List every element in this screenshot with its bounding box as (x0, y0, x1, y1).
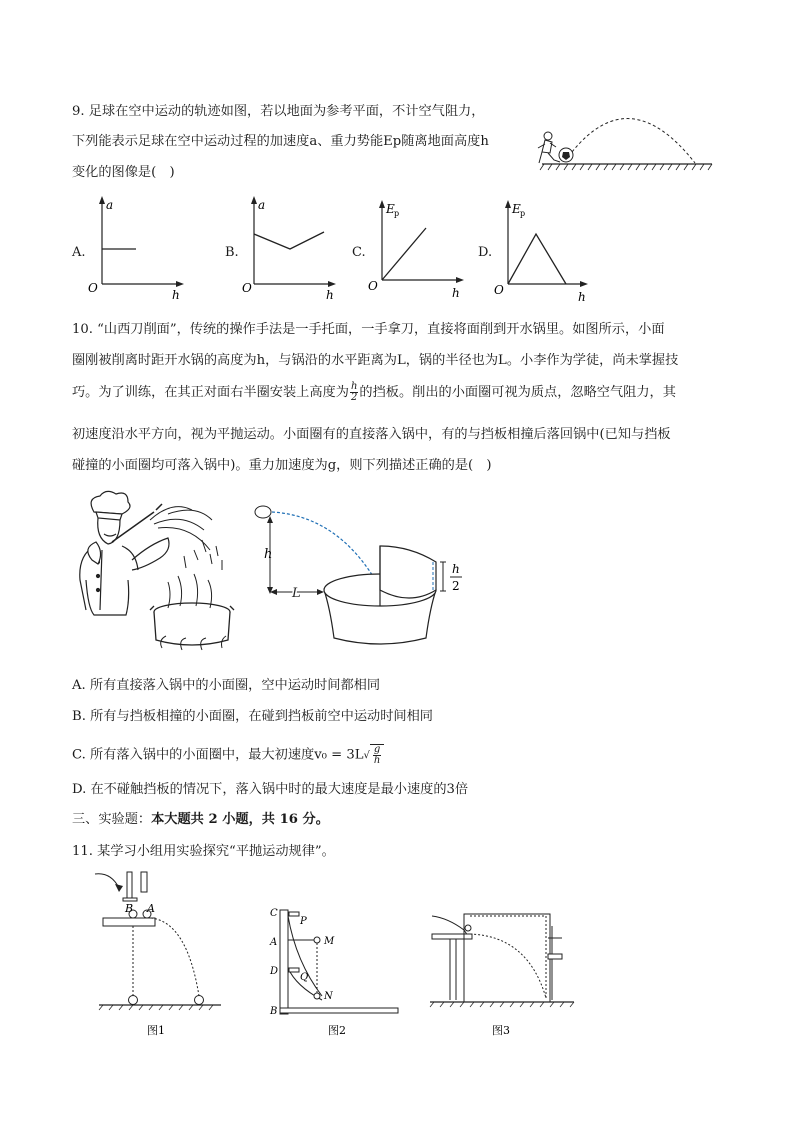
q9-graph-c (368, 196, 468, 301)
q9-trajectory-figure (530, 112, 720, 177)
q10-stem-line3a: 巧。为了训练，在其正对面右半圈安装上高度为 (72, 385, 349, 400)
q10-fig-h2-den: 2 (452, 579, 460, 593)
q9-option-c-label: C. (352, 245, 366, 260)
q9-d-xlabel: h (578, 290, 586, 304)
q9-c-origin: O (368, 279, 378, 293)
q9-b-ylabel: a (258, 198, 266, 212)
q9-b-xlabel: h (326, 288, 334, 302)
player-icon (538, 132, 560, 163)
q10-stem-line3b: 的挡板。削出的小面圈可视为质点，忽略空气阻力，其 (359, 385, 676, 400)
q9-c-ylabel: E (386, 202, 395, 216)
q10-chef-illustration (72, 490, 252, 655)
q9-b-origin: O (242, 281, 252, 295)
q9-option-b-label: B. (225, 245, 239, 260)
fig1-label-a: A (147, 902, 155, 915)
fig2-label-d: D (270, 966, 279, 977)
section-3-bold: 本大题共 2 小题，共 16 分。 (151, 812, 329, 827)
fig2-label-a: A (270, 937, 278, 948)
q10-choice-c-sqrt: √ $\frac{g}{h}$ (364, 744, 385, 766)
fig1-caption: 图1 (147, 1024, 165, 1037)
q10-fig-h2-num: h (452, 562, 460, 576)
q10-stem-line1: 10. “山西刀削面”，传统的操作手法是一手托面，一手拿刀，直接将面削到开水锅里。如图所示，小面 (72, 322, 665, 337)
q9-graph-d (494, 196, 594, 304)
q9-c-xlabel: h (452, 286, 460, 300)
q9-graph-a (88, 196, 188, 301)
fig2-label-c: C (270, 908, 278, 919)
q10-frac-num: h (350, 381, 358, 392)
noodle-ring (255, 506, 271, 518)
q10-fraction (350, 382, 358, 403)
q10-choice-b: B. 所有与挡板相撞的小面圈，在碰到挡板前空中运动时间相同 (72, 709, 433, 724)
q11-stem-line1: 11. 某学习小组用实验探究“平抛运动规律”。 (72, 844, 335, 859)
q10-sqrt-num: g (373, 744, 381, 755)
fig2-label-n: N (324, 991, 333, 1002)
q10-stem-line2: 圈刚被削离时距开水锅的高度为h，与锅沿的水平距离为L，锅的半径也为L。小李作为学徒，尚未掌握技 (72, 353, 679, 368)
q9-a-origin: O (88, 281, 98, 295)
q10-stem-line3 (72, 382, 676, 403)
fig2-caption: 图2 (328, 1024, 346, 1037)
q10-choice-d: D. 在不碰触挡板的情况下，落入锅中时的最大速度是最小速度的3倍 (72, 782, 469, 797)
fig2-label-m: M (324, 936, 335, 947)
q9-d-origin: O (494, 283, 504, 297)
q9-graph-b (240, 196, 340, 301)
section-3-prefix: 三、实验题： (72, 812, 152, 827)
q11-figure-2 (262, 902, 402, 1036)
section-3-heading (72, 810, 329, 830)
q10-fig-h: h (264, 547, 273, 562)
q10-choice-a: A. 所有直接落入锅中的小面圈，空中运动时间都相同 (72, 678, 381, 693)
q10-fig-L1: L (292, 586, 301, 601)
q9-option-a-label: A. (72, 245, 86, 260)
q9-stem-line2: 下列能表示足球在空中运动过程的加速度a、重力势能Ep随离地面高度h (72, 134, 489, 149)
q11-figure-3 (428, 906, 578, 1036)
q9-d-ylabel: E (512, 202, 521, 216)
q10-choice-c (72, 744, 384, 766)
fig3-caption: 图3 (492, 1024, 510, 1037)
q9-a-xlabel: h (172, 288, 180, 302)
q10-stem-line5: 碰撞的小面圈均可落入锅中)。重力加速度为g，则下列描述正确的是( ) (72, 458, 492, 473)
q10-choice-c-text: C. 所有落入锅中的小面圈中，最大初速度v₀ = 3L (72, 747, 364, 763)
q10-sqrt-den: h (373, 755, 381, 766)
fig2-label-p: P (300, 916, 307, 927)
q9-a-ylabel: a (106, 198, 114, 212)
q10-stem-line4: 初速度沿水平方向，视为平抛运动。小面圈有的直接落入锅中，有的与挡板相撞后落回锅中(已知与挡板 (72, 427, 671, 442)
q11-figure-1 (95, 868, 225, 1036)
q9-option-d-label: D. (478, 245, 493, 260)
q9-d-ysub: p (520, 209, 526, 218)
q9-c-ysub: p (394, 209, 400, 218)
q10-diagram (250, 498, 470, 653)
fig2-label-b: B (270, 1006, 278, 1017)
q9-stem-line3: 变化的图像是( ) (72, 165, 175, 180)
fig1-label-b: B (125, 902, 134, 915)
fig2-label-q: Q (300, 972, 309, 983)
q9-stem-line1: 9. 足球在空中运动的轨迹如图，若以地面为参考平面，不计空气阻力， (72, 104, 485, 119)
q10-frac-den: 2 (350, 392, 358, 403)
